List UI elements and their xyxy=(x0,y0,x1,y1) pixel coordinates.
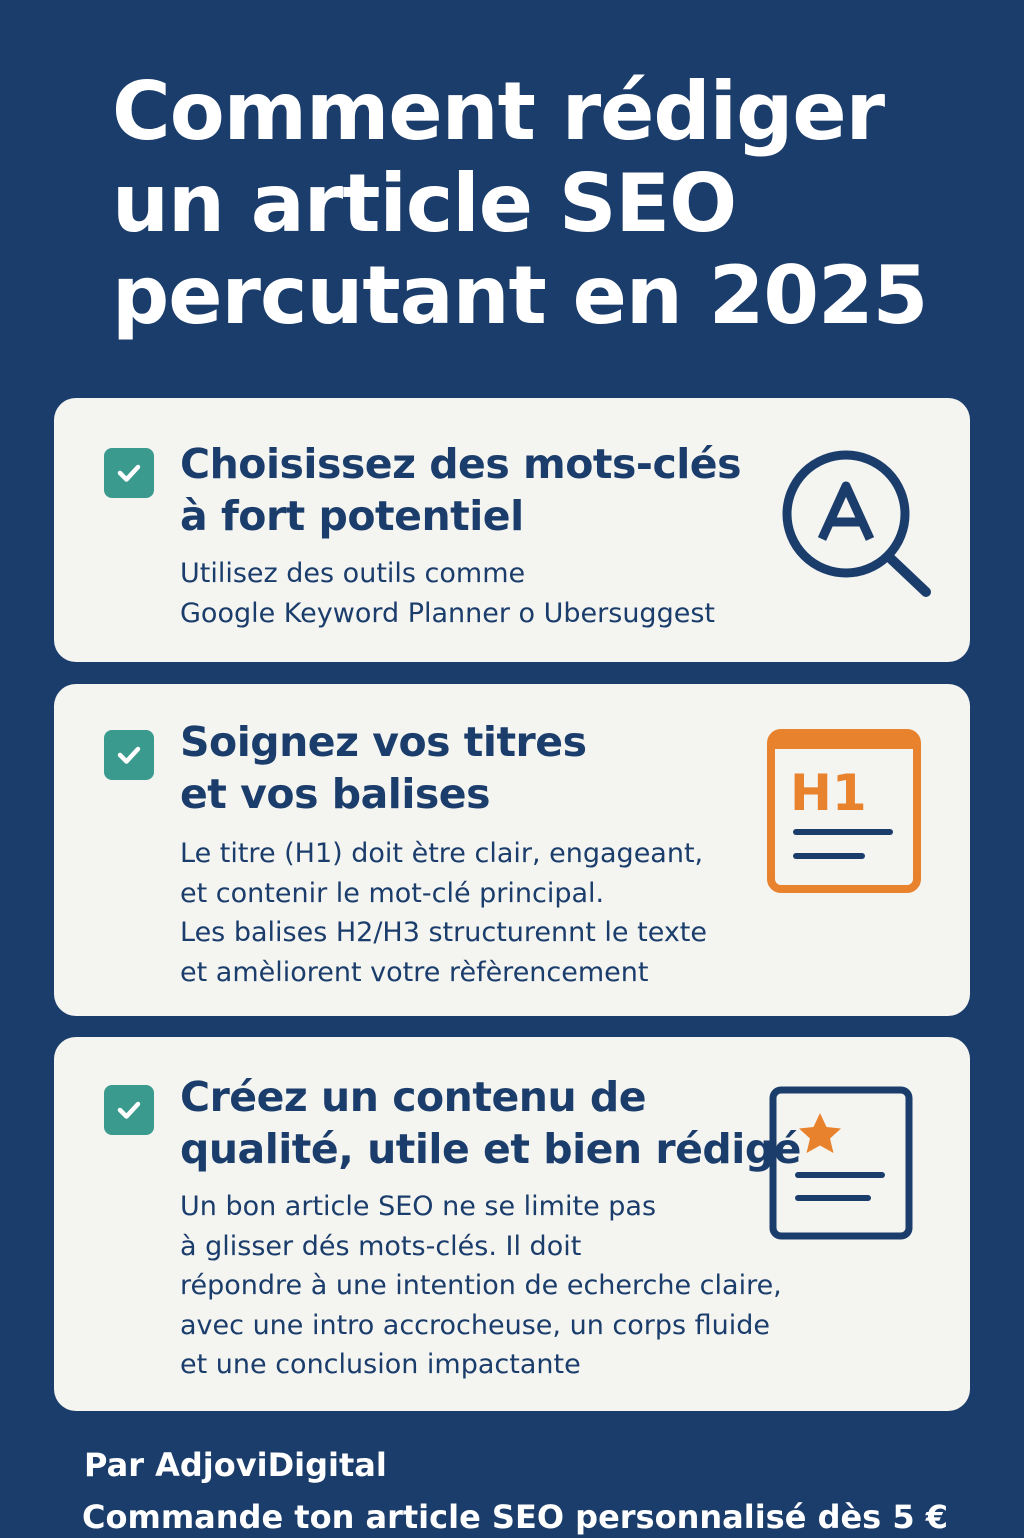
tip-heading-line: et vos balises xyxy=(180,770,490,818)
tip-card-titles xyxy=(54,684,970,1016)
tip-body-line: et contenir le mot-clé principal. xyxy=(180,877,605,909)
tip-body-line: Un bon article SEO ne se limite pas xyxy=(180,1191,657,1222)
tip-body-line: Les balises H2/H3 structurennt le texte xyxy=(180,917,708,948)
tip-body xyxy=(180,1187,782,1385)
checkbox-checked-icon xyxy=(104,448,154,498)
tip-body xyxy=(180,554,715,633)
page-title xyxy=(112,66,992,342)
h1-document-icon xyxy=(766,728,922,898)
tip-body-line: à glisser dés mots-clés. Il doit xyxy=(180,1230,582,1262)
tip-card-content xyxy=(54,1037,970,1411)
tip-heading-line: Soignez vos titres xyxy=(180,718,587,766)
checkbox-checked-icon xyxy=(104,1085,154,1135)
magnifier-letter-a-icon xyxy=(780,444,940,608)
tip-body-line: Google Keyword Planner o Ubersuggest xyxy=(180,597,715,629)
tip-heading-line: à fort potentiel xyxy=(180,492,524,540)
tip-heading xyxy=(180,716,587,820)
tip-body-line: Utilisez des outils comme xyxy=(180,558,526,589)
tip-body-line: et une conclusion impactante xyxy=(180,1349,581,1380)
tip-heading-line: qualité, utile et bien rédigé xyxy=(180,1125,801,1173)
starred-document-icon xyxy=(768,1085,914,1245)
tip-body-line: répondre à une intention de echerche claire, xyxy=(180,1270,782,1301)
h1-label: H1 xyxy=(790,764,867,822)
checkbox-checked-icon xyxy=(104,730,154,780)
tip-body-line: et amèliorent votre rèfèrencement xyxy=(180,956,649,988)
tip-heading xyxy=(180,1071,801,1175)
tip-heading-line: Choisissez des mots-clés xyxy=(180,440,742,488)
title-line-2: un article SEO xyxy=(112,157,737,250)
tip-body-line: Le titre (H1) doit ètre clair, engageant, xyxy=(180,838,704,869)
title-line-3: percutant en 2025 xyxy=(112,249,928,342)
call-to-action: Commande ton article SEO personnalisé dès 5 € xyxy=(82,1498,949,1536)
title-line-1: Comment rédiger xyxy=(112,65,885,158)
tip-body-line: avec une intro accrocheuse, un corps fluide xyxy=(180,1309,771,1341)
tip-heading xyxy=(180,438,741,542)
tip-card-keywords xyxy=(54,398,970,662)
tip-heading-line: Créez un contenu de xyxy=(180,1073,647,1121)
tip-body xyxy=(180,834,707,992)
author-credit: Par AdjoviDigital xyxy=(84,1446,387,1484)
